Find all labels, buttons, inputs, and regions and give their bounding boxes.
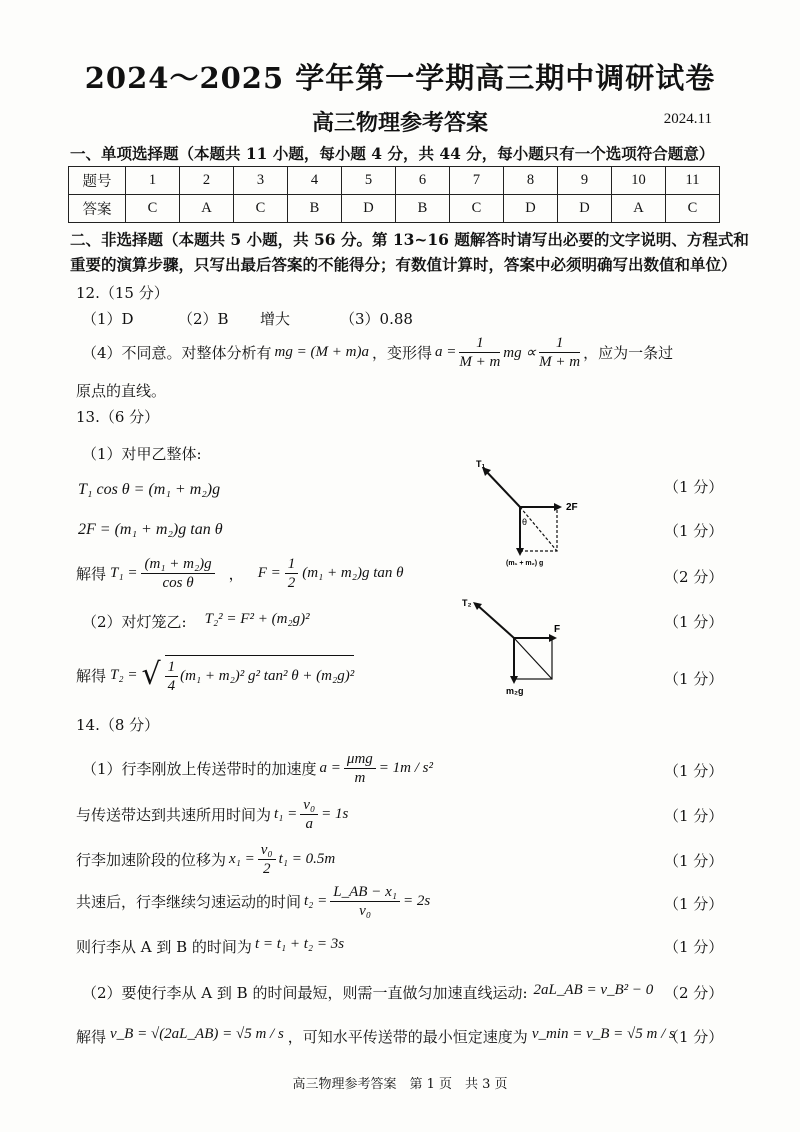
label-f: F <box>554 624 561 635</box>
q14-line7-text: 解得 <box>76 1028 107 1046</box>
question-number-cell: 11 <box>666 167 720 195</box>
answer-cell: D <box>558 195 612 223</box>
answer-cell: A <box>180 195 234 223</box>
q14-line2-fraction: $\frac{\text{v₀}}{a}$ <box>300 796 318 833</box>
q12-part4-prefix: （4）不同意。对整体分析有 <box>82 344 272 362</box>
q14-line7-eq2: v_min = v_B = √5 m / s <box>531 1026 675 1042</box>
q14-heading: 14.（8 分） <box>76 716 160 734</box>
q13-eq3-fraction: $\frac{\text{(m₁ + m₂)g}}{\text{cos θ}}$ <box>141 555 214 592</box>
question-number-cell: 4 <box>288 167 342 195</box>
answer-cell: C <box>666 195 720 223</box>
page-title: 2024～2025 学年第一学期高三期中调研试卷 <box>84 61 716 95</box>
q14-line2-text: 与传送带达到共速所用时间为 <box>76 806 272 824</box>
q13-eq3-half: $\frac{1}{2}$ <box>285 555 299 592</box>
q14-line6-eq: 2aL_AB = v_B² − 0 <box>533 982 654 998</box>
q14-line7-eq: v_B = √(2aL_AB) = √5 m / s <box>110 1026 284 1042</box>
q12-part3: （3）0.88 <box>340 310 413 328</box>
q14-line4-text: 共速后，行李继续匀速运动的时间 <box>76 893 302 911</box>
q14-score-4: （1 分） <box>664 895 724 913</box>
q14-line3-text: 行李加速阶段的位移为 <box>76 851 227 869</box>
q13-eq3-sep: ， <box>228 565 244 583</box>
question-number-cell: 3 <box>234 167 288 195</box>
q12-part4-mid: ，变形得 <box>371 344 432 362</box>
q12-part4-equation: mg = (M + m)a <box>274 344 369 360</box>
answer-table <box>68 166 720 223</box>
q13-score-2: （1 分） <box>664 522 724 540</box>
q13-eq4: T₂² = F² + (m₂g)² <box>204 611 310 627</box>
q12-heading: 12.（15 分） <box>76 284 169 302</box>
q13-eq5-prefix: 解得 <box>76 666 107 685</box>
q14-line6 <box>82 982 653 1003</box>
q14-score-3: （1 分） <box>664 852 724 870</box>
label-2f: 2F <box>566 502 578 513</box>
q13-step2-label: （2）对灯笼乙: <box>82 613 187 631</box>
q13-heading: 13.（6 分） <box>76 408 160 426</box>
question-number-cell: 1 <box>126 167 180 195</box>
question-number-cell: 9 <box>558 167 612 195</box>
q14-line1-text: （1）行李刚放上传送带时的加速度 <box>82 760 317 778</box>
label-m2g: m₂g <box>506 686 524 696</box>
q13-eq5-quarter: $\frac{1}{4}$ <box>165 658 179 695</box>
answer-cell: B <box>396 195 450 223</box>
q14-line3-fraction: $\frac{\text{v₀}}{2}$ <box>258 841 276 878</box>
page-footer: 高三物理参考答案 第 1 页 共 3 页 <box>292 1077 508 1092</box>
q14-line4-t: t₂ = <box>304 893 328 909</box>
tension-t2-arrow <box>476 604 514 638</box>
q13-eq3-prefix: 解得 <box>76 565 107 583</box>
q14-line7-mid: ，可知水平传送带的最小恒定速度为 <box>287 1028 528 1046</box>
q14-line1 <box>82 750 433 787</box>
q12-part4-a: a = <box>434 344 457 360</box>
q14-line4-result: = 2s <box>402 893 431 909</box>
q14-line5-text: 则行李从 A 到 B 的时间为 <box>76 938 252 956</box>
arrowhead <box>516 548 524 556</box>
label-t2: T₂ <box>462 598 472 608</box>
section2-heading-line2: 重要的演算步骤，只写出最后答案的不能得分；有数值计算时，答案中必须明确写出数值和单位） <box>70 255 737 274</box>
exam-date: 2024.11 <box>663 111 712 127</box>
q14-line4 <box>76 883 430 920</box>
row-label-answer: 答案 <box>69 195 126 223</box>
q14-line1-a: a = <box>319 760 341 776</box>
tension-t1-arrow <box>484 469 520 507</box>
answer-cell: D <box>342 195 396 223</box>
section1-heading: 一、单项选择题（本题共 11 小题，每小题 4 分，共 44 分，每小题只有一个选项符合题意） <box>70 144 715 163</box>
q14-line5 <box>76 936 344 957</box>
label-theta: θ <box>522 517 528 527</box>
label-t1: T₁ <box>476 459 486 469</box>
q13-score-5: （1 分） <box>664 670 724 688</box>
question-number-cell: 2 <box>180 167 234 195</box>
q13-eq3 <box>76 555 403 592</box>
q13-step2 <box>82 611 310 632</box>
q14-line2-result: = 1s <box>321 806 349 822</box>
parallelogram <box>520 507 557 551</box>
q12-part4-suffix: ，应为一条过 <box>583 344 674 362</box>
question-number-cell: 7 <box>450 167 504 195</box>
q14-line2 <box>76 796 348 833</box>
question-number-cell: 10 <box>612 167 666 195</box>
answer-cell: C <box>450 195 504 223</box>
question-number-cell: 5 <box>342 167 396 195</box>
q12-part4-fraction: $\frac{1}{M + m}$ <box>459 335 501 370</box>
page-subtitle: 高三物理参考答案 <box>311 110 488 136</box>
q14-score-5: （1 分） <box>664 938 724 956</box>
question-number-cell: 6 <box>396 167 450 195</box>
q14-score-6: （2 分） <box>664 984 724 1002</box>
q14-line1-fraction: $\frac{\text{μmg}}{m}$ <box>344 750 376 787</box>
answer-cell: A <box>612 195 666 223</box>
answer-cell: C <box>126 195 180 223</box>
q12-part2-answer: 增大 <box>260 310 291 328</box>
q14-score-7: （1 分） <box>664 1028 724 1046</box>
q12-part4 <box>82 334 673 371</box>
q14-line4-fraction: $\frac{\text{L\_AB − x₁}}{\text{v₀}}$ <box>330 883 400 920</box>
answer-cell: D <box>504 195 558 223</box>
q13-eq5 <box>76 655 354 695</box>
q14-score-1: （1 分） <box>664 762 724 780</box>
q13-eq3-F: F = <box>257 565 281 581</box>
diagonal <box>514 638 552 679</box>
q13-eq3-rest: (m₁ + m₂)g tan θ <box>302 565 404 581</box>
question-number-cell: 8 <box>504 167 558 195</box>
q12-part1: （1）D <box>82 310 134 328</box>
q13-eq2: 2F = (m₁ + m₂)g tan θ <box>78 521 223 538</box>
q13-eq1: T₁ cos θ = (m₁ + m₂)g <box>78 481 221 498</box>
diagonal <box>520 507 557 551</box>
q13-eq5-radicand <box>165 655 355 695</box>
answer-cell: C <box>234 195 288 223</box>
q12-part4-line2: 原点的直线。 <box>76 382 167 400</box>
force-diagram-2 <box>458 592 578 704</box>
q13-step1: （1）对甲乙整体: <box>82 445 202 463</box>
row-label-number: 题号 <box>69 167 126 195</box>
q14-line2-t: t₁ = <box>274 806 298 822</box>
sqrt-sign: √ <box>141 657 161 692</box>
label-weight: (m₁ + m₂) g <box>506 560 544 567</box>
q13-score-4: （1 分） <box>664 613 724 631</box>
q14-line3-result: t₁ = 0.5m <box>278 851 336 867</box>
q14-line3 <box>76 841 335 878</box>
q12-part4-mg: mg ∝ <box>503 345 537 361</box>
q13-score-3: （2 分） <box>664 568 724 586</box>
q14-line5-eq: t = t₁ + t₂ = 3s <box>254 936 345 952</box>
q14-line6-text: （2）要使行李从 A 到 B 的时间最短，则需一直做匀加速直线运动: <box>82 984 528 1002</box>
q14-line1-result: = 1m / s² <box>378 760 434 776</box>
q14-line7 <box>76 1026 675 1047</box>
answer-cell: B <box>288 195 342 223</box>
q13-score-1: （1 分） <box>664 478 724 496</box>
q13-eq5-rest: (m₁ + m₂)² g² tan² θ + (m₂g)² <box>180 668 355 684</box>
q12-part4-fraction2: $\frac{1}{M + m}$ <box>539 335 581 370</box>
q13-eq3-lhs: T₁ = <box>110 565 138 581</box>
section2-heading-line1: 二、非选择题（本题共 5 小题，共 56 分。第 13~16 题解答时请写出必要的文字说明、方程式和 <box>70 230 749 249</box>
q14-score-2: （1 分） <box>664 807 724 825</box>
force-diagram-1 <box>470 455 600 570</box>
q12-part2: （2）B <box>178 310 229 328</box>
q13-eq5-lhs: T₂ = <box>110 666 138 683</box>
q14-line3-x: x₁ = <box>229 851 255 867</box>
